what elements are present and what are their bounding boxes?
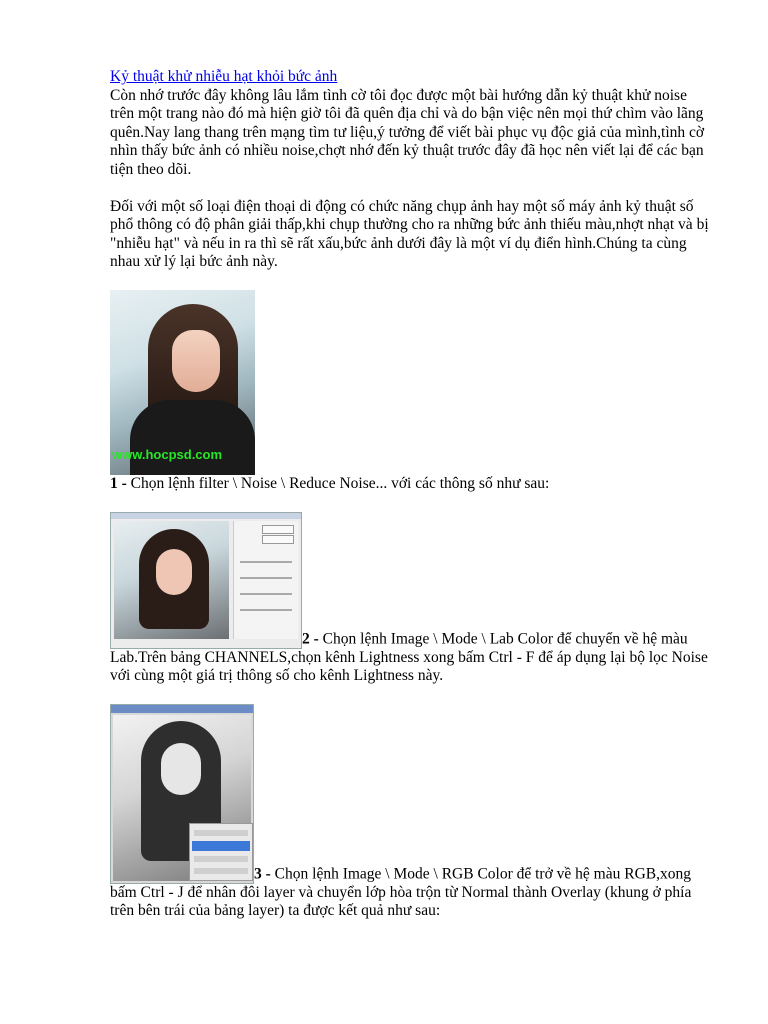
step-gap: [110, 494, 710, 512]
channels-panel: [189, 823, 253, 881]
second-paragraph: Đối với một số loại điện thoại di động có chức năng chụp ảnh hay một số máy ảnh kỷ thuật số phổ thông có độ phân giải thấp,khi chụp thường cho ra những bức ảnh thiếu màu,nhợt nhạt và bị "nhiễu hạt" và nếu in ra thì sẽ rất xấu,bức ảnh dưới đây là một ví dụ điển hình.Chúng ta cùng nhau xử lý lại bức ảnh này.: [110, 197, 709, 271]
ok-button-thumb: [262, 525, 294, 534]
step-2-text: Chọn lệnh Image \ Mode \ Lab Color để chuyển về hệ màu Lab.Trên bảng CHANNELS,chọn kênh Lightness xong bấm Ctrl - F để áp dụng lại bộ lọc Noise với cùng một giá trị thông số cho kênh Lightness này.: [110, 629, 708, 685]
photo-watermark: www.hocpsd.com: [112, 447, 223, 463]
article-title-link[interactable]: Kỷ thuật khử nhiễu hạt khỏi bức ảnh: [110, 68, 338, 85]
gray-face: [161, 743, 201, 795]
step-1-text: Chọn lệnh filter \ Noise \ Reduce Noise... với các thông số như sau:: [126, 474, 550, 492]
lightness-channel-selected: [192, 841, 250, 851]
sharpen-details-slider-thumb: [240, 609, 292, 611]
step-2-number: 2 -: [302, 629, 319, 647]
channel-row: [194, 856, 248, 862]
preserve-details-slider-thumb: [240, 577, 292, 579]
reduce-noise-dialog-screenshot: [110, 512, 302, 649]
step-2: [110, 512, 710, 686]
photo-face: [172, 330, 220, 392]
step-1-number: 1 -: [110, 474, 127, 492]
original-noisy-photo: [110, 290, 255, 475]
channel-row: [194, 830, 248, 836]
dialog-settings-panel: [233, 521, 298, 639]
ps-window-titlebar: [111, 705, 253, 713]
reduce-color-noise-slider-thumb: [240, 593, 292, 595]
preview-face: [156, 549, 192, 595]
step-3: [110, 704, 710, 921]
step-3-text: Chọn lệnh Image \ Mode \ RGB Color để trở về hệ màu RGB,xong bấm Ctrl - J để nhân đôi layer và chuyển lớp hòa trộn từ Normal thành Overlay (khung ở phía trên bên trái của bảng layer) ta được kết quả như sau:: [110, 865, 692, 920]
document-body: [110, 68, 710, 921]
dialog-preview-image: [114, 521, 229, 639]
step-gap: [110, 686, 710, 704]
channel-row: [194, 868, 248, 874]
strength-slider-thumb: [240, 561, 292, 563]
intro-paragraph: Còn nhớ trước đây không lâu lắm tình cờ tôi đọc được một bài hướng dẫn kỷ thuật khử noise trên một trang nào đó mà hiện giờ tôi đã quên địa chỉ và do bận việc nên mọi thứ chìm vào lãng quên.Nay lang thang trên mạng tìm tư liệu,ý tưởng để viết bài phục vụ độc giả của mình,tình cờ nhìn thấy bức ảnh có nhiều noise,chợt nhớ đến kỷ thuật trước đây đã học nên viết lại để các bạn tiện theo dõi.: [110, 86, 705, 178]
step-1: [110, 475, 710, 494]
dialog-titlebar: [111, 513, 301, 519]
paragraph-gap: [110, 180, 710, 198]
step-3-number: 3 -: [254, 865, 271, 883]
cancel-button-thumb: [262, 535, 294, 544]
photoshop-channels-screenshot: [110, 704, 254, 884]
